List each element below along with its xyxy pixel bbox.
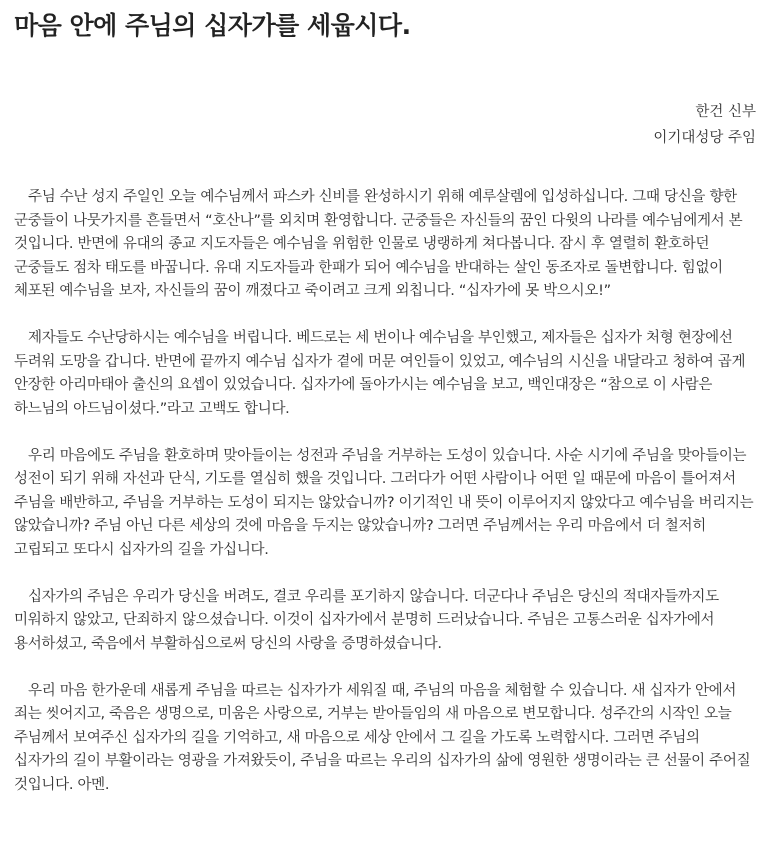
author-name: 한건 신부 xyxy=(695,104,756,120)
author-block xyxy=(653,99,756,151)
paragraph: 제자들도 수난당하시는 예수님을 버립니다. 베드로는 세 번이나 예수님을 부인했고, 제자들은 십자가 처형 현장에선 두려워 도망을 갑니다. 반면에 끝까지 예수님 십자가 곁에 머문 여인들이 있었고, 예수님의 시신을 내달라고 청하여 곱게 안장한 아리마태아 출신의 요셉이 있었습니다. 십자가에 돌아가시는 예수님을 보고, 백인대장은 “참으로 이 사람은 하느님의 아드님이셨다.”라고 고백도 합니다. xyxy=(14,330,746,417)
paragraph: 십자가의 주님은 우리가 당신을 버려도, 결코 우리를 포기하지 않습니다. 더군다나 주님은 당신의 적대자들까지도 미워하지 않았고, 단죄하지 않으셨습니다. 이것이 십자가에서 분명히 드러났습니다. 주님은 고통스러운 십자가에서 용서하셨고, 죽음에서 부활하심으로써 당신의 사랑을 증명하셨습니다. xyxy=(14,588,719,652)
author-parish: 이기대성당 주임 xyxy=(653,130,756,146)
paragraph: 우리 마음 한가운데 새롭게 주님을 따르는 십자가가 세워질 때, 주님의 마음을 체험할 수 있습니다. 새 십자가 안에서 죄는 씻어지고, 죽음은 생명으로, 미움은 사랑으로, 거부는 받아들임의 새 마음으로 변모합니다. 성주간의 시작인 오늘 주님께서 보여주신 십자가의 길을 기억하고, 새 마음으로 세상 안에서 그 길을 가도록 노력합시다. 그러면 주님의 십자가의 길이 부활이라는 영광을 가져왔듯이, 주님을 따르는 우리의 십자가의 삶에 영원한 생명이라는 큰 선물이 주어질 것입니다. 아멘. xyxy=(14,682,751,793)
paragraph: 우리 마음에도 주님을 환호하며 맞아들이는 성전과 주님을 거부하는 도성이 있습니다. 사순 시기에 주님을 맞아들이는 성전이 되기 위해 자선과 단식, 기도를 열심히 했을 것입니다. 그러다가 어떤 사람이나 어떤 일 때문에 마음이 틀어져서 주님을 배반하고, 주님을 거부하는 도성이 되지는 않았습니까? 이기적인 내 뜻이 이루어지지 않았다고 예수님을 버리지는 않았습니까? 주님 아닌 다른 세상의 것에 마음을 두지는 않았습니까? 그러면 주님께서는 우리 마음에서 더 철저히 고립되고 또다시 십자가의 길을 가십니다. xyxy=(14,447,754,558)
article-title: 마음 안에 주님의 십자가를 세웁시다. xyxy=(14,11,411,40)
paragraph: 주님 수난 성지 주일인 오늘 예수님께서 파스카 신비를 완성하시기 위해 예루살렘에 입성하십니다. 그때 당신을 향한 군중들이 나뭇가지를 흔들면서 “호산나”를 외치며 환영합니다. 군중들은 자신들의 꿈인 다윗의 나라를 예수님에게서 본 것입니다. 반면에 유대의 종교 지도자들은 예수님을 위험한 인물로 냉랭하게 쳐다봅니다. 잠시 후 열렬히 환호하던 군중들도 점차 태도를 바꿉니다. 유대 지도자들과 한패가 되어 예수님을 반대하는 살인 동조자로 돌변합니다. 힘없이 체포된 예수님을 보자, 자신들의 꿈이 깨졌다고 죽이려고 크게 외칩니다. “십자가에 못 박으시오!” xyxy=(14,189,743,299)
article-body xyxy=(14,186,756,821)
